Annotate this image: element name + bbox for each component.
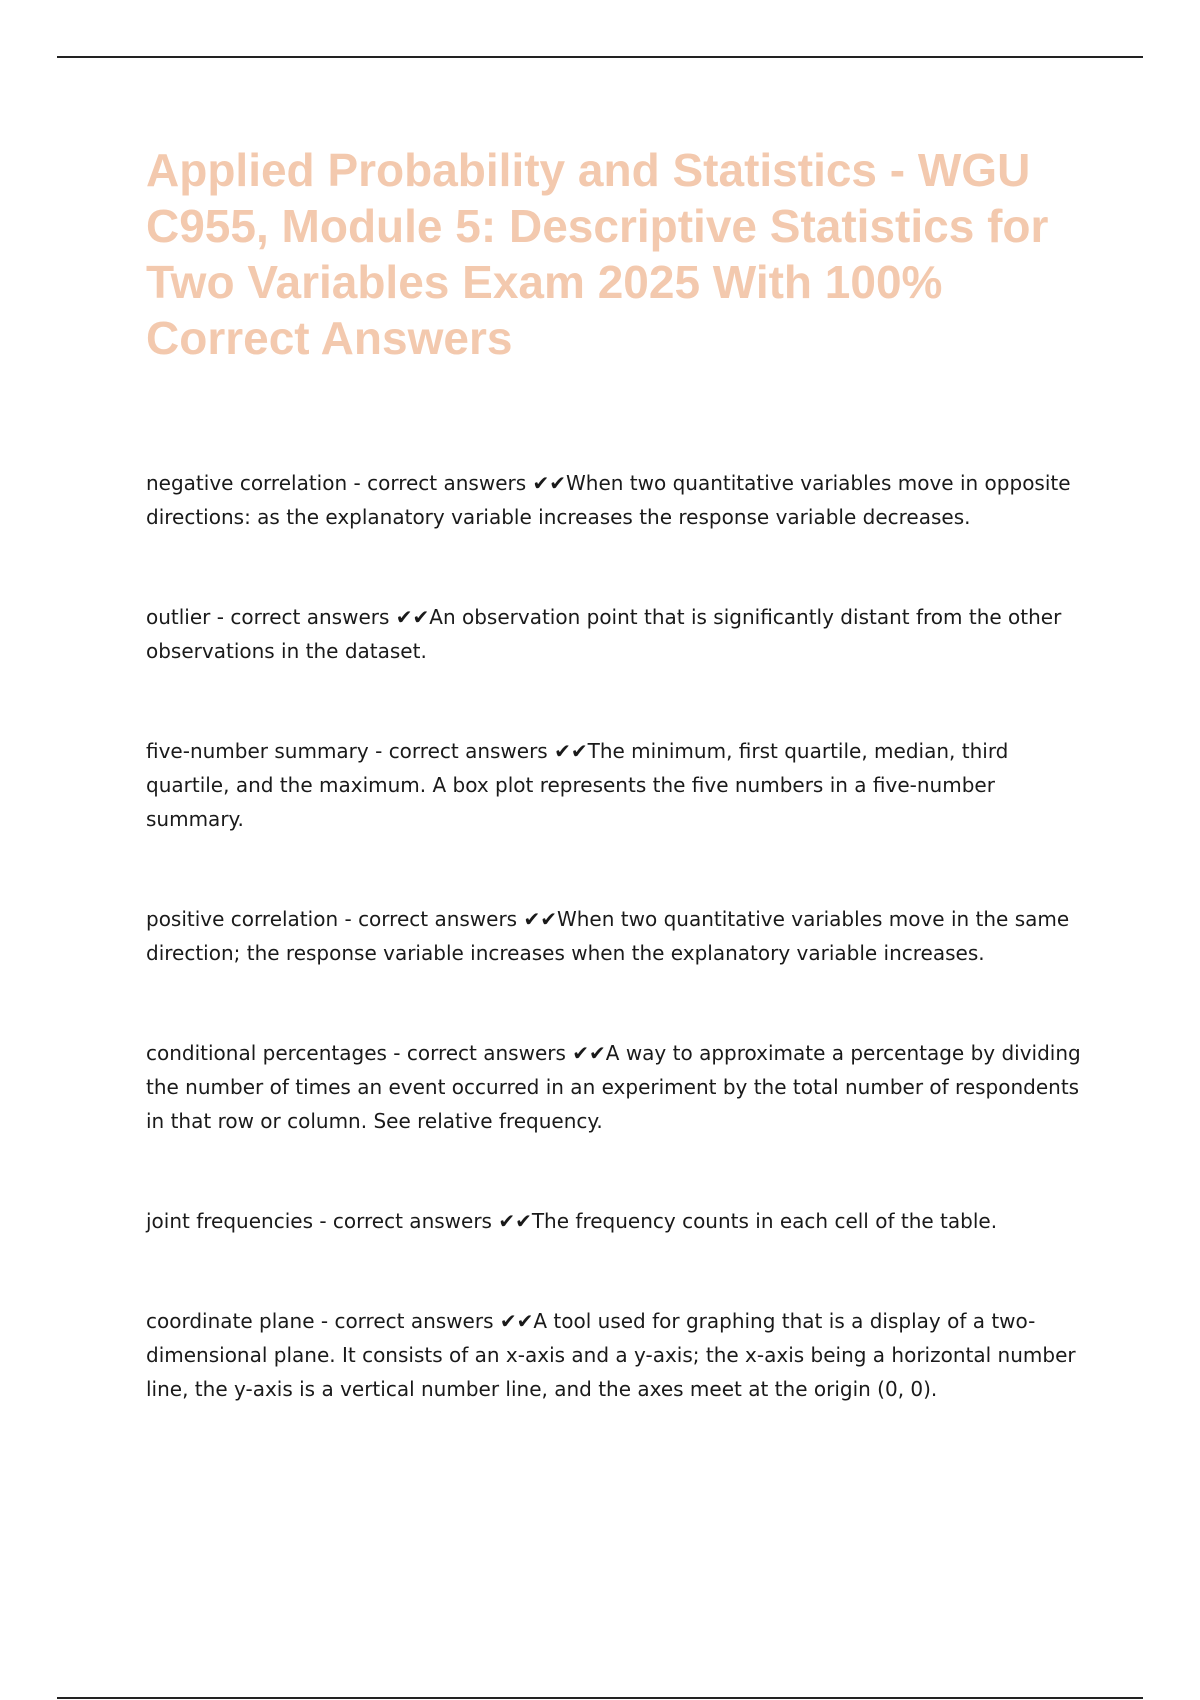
entry-definition: The minimum, first quartile, median, third quartile, and the maximum. A box plot represents the five numbers in a five-number summary. [146,739,1009,831]
entry-separator: - [312,1209,333,1233]
entry-separator: - [314,1309,335,1333]
entry-answer-label: correct answers [367,471,527,495]
entry-separator: - [338,907,359,931]
entry-separator: - [347,471,368,495]
qa-entry [146,600,1091,668]
bottom-rule [57,1697,1143,1699]
entry-answer-label: correct answers [358,907,518,931]
check-icon: ✔✔ [572,1041,606,1065]
check-icon: ✔✔ [523,907,557,931]
qa-entry [146,902,1091,970]
check-icon: ✔✔ [499,1309,534,1333]
qa-list [146,466,1091,1406]
entry-separator: - [368,739,389,763]
entry-definition: An observation point that is significantly distant from the other observations in the dataset. [146,605,1062,663]
check-icon: ✔✔ [554,739,588,763]
document-title: Applied Probability and Statistics - WGU C955, Module 5: Descriptive Statistics for Two Variables Exam 2025 With 100% Correct Answers [146,144,1049,364]
entry-separator: - [386,1041,407,1065]
entry-definition: A tool used for graphing that is a display of a two-dimensional plane. It consists of an x-axis and a y-axis; the x-axis being a horizontal number line, the y-axis is a vertical number line, and the axes meet at the origin (0, 0). [146,1309,1076,1401]
entry-term: five-number summary [146,739,369,763]
qa-entry [146,1036,1091,1138]
qa-entry [146,734,1091,836]
entry-definition: A way to approximate a percentage by dividing the number of times an event occurred in an experiment by the total number of respondents in that row or column. See relative frequency. [146,1041,1081,1133]
entry-term: joint frequencies [146,1209,313,1233]
entry-term: outlier [146,605,211,629]
entry-term: negative correlation [146,471,348,495]
entry-term: positive correlation [146,907,339,931]
entry-separator: - [210,605,231,629]
entry-answer-label: correct answers [332,1209,492,1233]
entry-term: coordinate plane [146,1309,315,1333]
entry-term: conditional percentages [146,1041,387,1065]
qa-entry [146,1204,1091,1238]
check-icon: ✔✔ [395,605,430,629]
check-icon: ✔✔ [532,471,567,495]
check-icon: ✔✔ [498,1209,532,1233]
entry-definition: The frequency counts in each cell of the table. [531,1209,998,1233]
entry-answer-label: correct answers [334,1309,494,1333]
entry-answer-label: correct answers [406,1041,566,1065]
qa-entry [146,466,1091,534]
qa-entry [146,1304,1091,1406]
entry-definition: When two quantitative variables move in opposite directions: as the explanatory variable increases the response variable decreases. [146,471,1071,529]
entry-answer-label: correct answers [388,739,548,763]
entry-definition: When two quantitative variables move in the same direction; the response variable increases when the explanatory variable increases. [146,907,1070,965]
top-rule [57,56,1143,58]
entry-answer-label: correct answers [230,605,390,629]
